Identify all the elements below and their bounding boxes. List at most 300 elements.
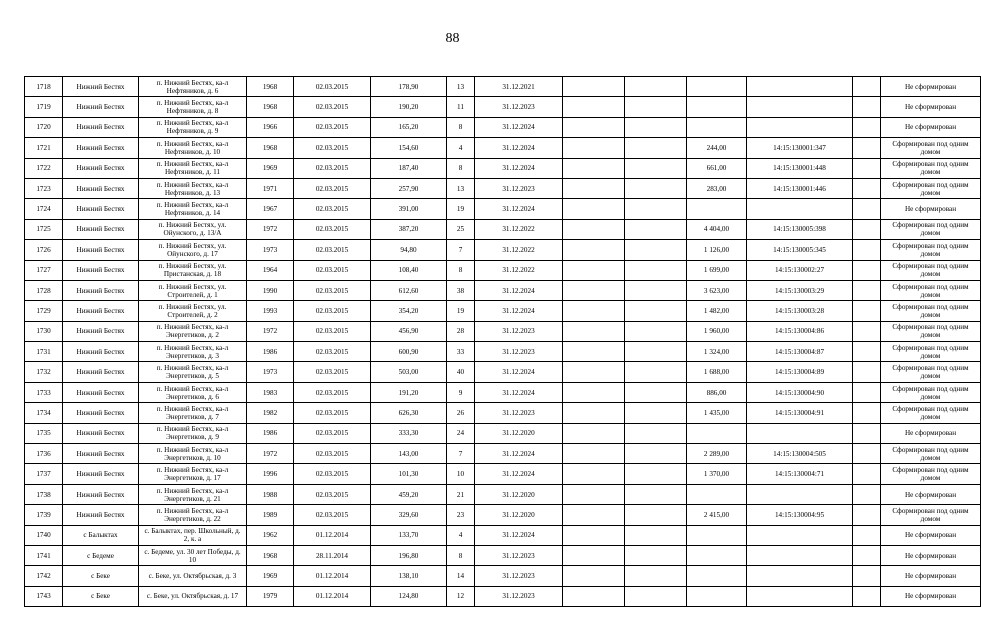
cell-empty	[625, 566, 687, 586]
cell-empty	[853, 545, 881, 565]
cell-count: 24	[447, 423, 475, 443]
cell-cadastral-number	[747, 97, 853, 117]
cell-year: 1962	[247, 525, 294, 545]
cell-status: Не сформирован	[881, 586, 981, 606]
cell-number: 1720	[25, 117, 63, 137]
cell-date: 02.03.2015	[294, 280, 371, 300]
cell-address: п. Нижний Бестях, ка-л Энергетиков, д. 7	[139, 403, 247, 423]
cell-number: 1718	[25, 77, 63, 97]
cell-land-area: 1 324,00	[687, 342, 747, 362]
cell-status: Сформирован под одним домом	[881, 382, 981, 402]
cell-cadastral-number: 14:15:130004:90	[747, 382, 853, 402]
cell-status: Не сформирован	[881, 484, 981, 504]
cell-count: 21	[447, 484, 475, 504]
cell-empty	[563, 403, 625, 423]
cell-count: 33	[447, 342, 475, 362]
cell-number: 1738	[25, 484, 63, 504]
cell-deadline: 31.12.2023	[475, 97, 563, 117]
cell-status: Сформирован под одним домом	[881, 280, 981, 300]
cell-number: 1740	[25, 525, 63, 545]
table-row	[25, 97, 981, 117]
cell-area: 612,60	[371, 280, 447, 300]
cell-empty	[563, 505, 625, 525]
cell-empty	[563, 260, 625, 280]
cell-cadastral-number: 14:15:130003:29	[747, 280, 853, 300]
cell-cadastral-number: 14:15:130004:87	[747, 342, 853, 362]
cell-year: 1964	[247, 260, 294, 280]
cell-settlement: с Беке	[63, 566, 139, 586]
cell-empty	[625, 505, 687, 525]
cell-status: Сформирован под одним домом	[881, 464, 981, 484]
cell-land-area: 661,00	[687, 158, 747, 178]
cell-deadline: 31.12.2023	[475, 321, 563, 341]
cell-count: 8	[447, 158, 475, 178]
cell-empty	[563, 342, 625, 362]
cell-count: 7	[447, 240, 475, 260]
cell-date: 02.03.2015	[294, 97, 371, 117]
cell-land-area: 2 289,00	[687, 444, 747, 464]
cell-empty	[853, 464, 881, 484]
cell-empty	[563, 525, 625, 545]
cell-address: п. Нижний Бестях, ка-л Нефтяников, д. 13	[139, 178, 247, 198]
cell-empty	[563, 382, 625, 402]
table-row	[25, 240, 981, 260]
cell-empty	[625, 199, 687, 219]
cell-count: 25	[447, 219, 475, 239]
cell-status: Не сформирован	[881, 566, 981, 586]
cell-status: Сформирован под одним домом	[881, 342, 981, 362]
cell-empty	[853, 321, 881, 341]
cell-land-area	[687, 423, 747, 443]
cell-land-area	[687, 199, 747, 219]
cell-address: п. Нижний Бестях, ка-л Энергетиков, д. 21	[139, 484, 247, 504]
cell-empty	[853, 199, 881, 219]
cell-land-area: 886,00	[687, 382, 747, 402]
table-row	[25, 505, 981, 525]
cell-date: 02.03.2015	[294, 77, 371, 97]
cell-count: 11	[447, 97, 475, 117]
cell-deadline: 31.12.2024	[475, 138, 563, 158]
cell-year: 1972	[247, 321, 294, 341]
cell-land-area	[687, 525, 747, 545]
cell-empty	[853, 77, 881, 97]
cell-status: Не сформирован	[881, 423, 981, 443]
cell-empty	[625, 178, 687, 198]
cell-cadastral-number: 14:15:130001:446	[747, 178, 853, 198]
cell-year: 1968	[247, 545, 294, 565]
cell-empty	[563, 545, 625, 565]
cell-number: 1732	[25, 362, 63, 382]
table-row	[25, 219, 981, 239]
cell-count: 4	[447, 525, 475, 545]
cell-cadastral-number	[747, 586, 853, 606]
cell-address: п. Нижний Бестях, ка-л Энергетиков, д. 2	[139, 321, 247, 341]
cell-cadastral-number	[747, 525, 853, 545]
page-number: 88	[445, 31, 460, 46]
cell-land-area	[687, 586, 747, 606]
cell-address: с. Беке, ул. Октябрьская, д. 3	[139, 566, 247, 586]
cell-deadline: 31.12.2023	[475, 342, 563, 362]
cell-status: Сформирован под одним домом	[881, 444, 981, 464]
cell-status: Сформирован под одним домом	[881, 301, 981, 321]
cell-empty	[625, 97, 687, 117]
cell-deadline: 31.12.2023	[475, 586, 563, 606]
cell-number: 1722	[25, 158, 63, 178]
cell-count: 40	[447, 362, 475, 382]
cell-area: 133,70	[371, 525, 447, 545]
cell-count: 4	[447, 138, 475, 158]
cell-status: Сформирован под одним домом	[881, 158, 981, 178]
cell-cadastral-number: 14:15:130001:347	[747, 138, 853, 158]
cell-empty	[563, 240, 625, 260]
cell-area: 124,80	[371, 586, 447, 606]
cell-empty	[563, 444, 625, 464]
cell-area: 138,10	[371, 566, 447, 586]
cell-empty	[563, 199, 625, 219]
cell-empty	[853, 301, 881, 321]
cell-year: 1969	[247, 158, 294, 178]
cell-deadline: 31.12.2024	[475, 444, 563, 464]
cell-cadastral-number: 14:15:130004:89	[747, 362, 853, 382]
cell-status: Сформирован под одним домом	[881, 505, 981, 525]
cell-empty	[625, 423, 687, 443]
cell-cadastral-number	[747, 545, 853, 565]
cell-deadline: 31.12.2024	[475, 362, 563, 382]
cell-area: 108,40	[371, 260, 447, 280]
cell-count: 12	[447, 586, 475, 606]
cell-number: 1742	[25, 566, 63, 586]
cell-cadastral-number: 14:15:130004:95	[747, 505, 853, 525]
cell-empty	[563, 362, 625, 382]
cell-deadline: 31.12.2022	[475, 240, 563, 260]
cell-empty	[563, 484, 625, 504]
cell-count: 26	[447, 403, 475, 423]
cell-date: 02.03.2015	[294, 342, 371, 362]
cell-settlement: Нижний Бестях	[63, 178, 139, 198]
cell-count: 8	[447, 117, 475, 137]
cell-number: 1728	[25, 280, 63, 300]
cell-number: 1726	[25, 240, 63, 260]
cell-cadastral-number: 14:15:130003:28	[747, 301, 853, 321]
cell-land-area: 1 435,00	[687, 403, 747, 423]
table-row	[25, 423, 981, 443]
cell-status: Не сформирован	[881, 199, 981, 219]
cell-empty	[853, 178, 881, 198]
cell-address: п. Нижний Бестях, ул. Ойунского, д. 17	[139, 240, 247, 260]
cell-year: 1972	[247, 219, 294, 239]
cell-settlement: Нижний Бестях	[63, 505, 139, 525]
cell-settlement: Нижний Бестях	[63, 77, 139, 97]
table-row	[25, 545, 981, 565]
cell-number: 1734	[25, 403, 63, 423]
cell-empty	[853, 342, 881, 362]
cell-land-area	[687, 77, 747, 97]
cell-address: п. Нижний Бестях, ка-л Нефтяников, д. 9	[139, 117, 247, 137]
cell-land-area	[687, 545, 747, 565]
cell-empty	[625, 77, 687, 97]
cell-address: с. Бедеме, ул. 30 лет Победы, д. 10	[139, 545, 247, 565]
cell-year: 1973	[247, 240, 294, 260]
cell-empty	[563, 321, 625, 341]
cell-empty	[563, 566, 625, 586]
cell-empty	[625, 342, 687, 362]
table-row	[25, 77, 981, 97]
cell-status: Не сформирован	[881, 97, 981, 117]
cell-area: 101,30	[371, 464, 447, 484]
cell-year: 1983	[247, 382, 294, 402]
cell-date: 02.03.2015	[294, 403, 371, 423]
cell-cadastral-number: 14:15:130004:505	[747, 444, 853, 464]
cell-status: Не сформирован	[881, 545, 981, 565]
cell-land-area: 244,00	[687, 138, 747, 158]
cell-count: 23	[447, 505, 475, 525]
cell-count: 9	[447, 382, 475, 402]
cell-count: 14	[447, 566, 475, 586]
cell-status: Не сформирован	[881, 117, 981, 137]
cell-settlement: Нижний Бестях	[63, 301, 139, 321]
cell-area: 196,80	[371, 545, 447, 565]
cell-date: 02.03.2015	[294, 219, 371, 239]
cell-empty	[625, 219, 687, 239]
cell-cadastral-number	[747, 77, 853, 97]
cell-empty	[625, 444, 687, 464]
table-row	[25, 444, 981, 464]
cell-date: 02.03.2015	[294, 178, 371, 198]
cell-deadline: 31.12.2020	[475, 423, 563, 443]
cell-deadline: 31.12.2020	[475, 484, 563, 504]
table-row	[25, 280, 981, 300]
cell-settlement: Нижний Бестях	[63, 362, 139, 382]
cell-area: 190,20	[371, 97, 447, 117]
cell-land-area: 1 688,00	[687, 362, 747, 382]
cell-empty	[853, 566, 881, 586]
cell-empty	[625, 240, 687, 260]
cell-deadline: 31.12.2024	[475, 301, 563, 321]
cell-status: Сформирован под одним домом	[881, 178, 981, 198]
cell-empty	[853, 403, 881, 423]
cell-number: 1739	[25, 505, 63, 525]
cell-empty	[563, 97, 625, 117]
cell-area: 154,60	[371, 138, 447, 158]
cell-year: 1996	[247, 464, 294, 484]
cell-land-area: 1 699,00	[687, 260, 747, 280]
cell-settlement: Нижний Бестях	[63, 117, 139, 137]
cell-deadline: 31.12.2022	[475, 219, 563, 239]
cell-status: Не сформирован	[881, 77, 981, 97]
cell-year: 1988	[247, 484, 294, 504]
cell-address: п. Нижний Бестях, ка-л Нефтяников, д. 6	[139, 77, 247, 97]
cell-area: 387,20	[371, 219, 447, 239]
cell-date: 02.03.2015	[294, 505, 371, 525]
cell-empty	[853, 484, 881, 504]
cell-land-area	[687, 97, 747, 117]
cell-date: 02.03.2015	[294, 423, 371, 443]
cell-empty	[563, 586, 625, 606]
cell-number: 1721	[25, 138, 63, 158]
cell-year: 1973	[247, 362, 294, 382]
table-row	[25, 403, 981, 423]
cell-deadline: 31.12.2024	[475, 280, 563, 300]
cell-year: 1989	[247, 505, 294, 525]
cell-number: 1743	[25, 586, 63, 606]
cell-area: 94,80	[371, 240, 447, 260]
cell-cadastral-number: 14:15:130004:91	[747, 403, 853, 423]
cell-settlement: с Беке	[63, 586, 139, 606]
cell-settlement: Нижний Бестях	[63, 260, 139, 280]
cell-number: 1741	[25, 545, 63, 565]
table-row	[25, 260, 981, 280]
cell-number: 1724	[25, 199, 63, 219]
cell-number: 1737	[25, 464, 63, 484]
cell-settlement: Нижний Бестях	[63, 280, 139, 300]
cell-year: 1968	[247, 77, 294, 97]
cell-empty	[625, 484, 687, 504]
cell-year: 1967	[247, 199, 294, 219]
cell-status: Сформирован под одним домом	[881, 138, 981, 158]
cell-settlement: Нижний Бестях	[63, 342, 139, 362]
cell-area: 456,90	[371, 321, 447, 341]
cell-number: 1731	[25, 342, 63, 362]
cell-date: 02.03.2015	[294, 240, 371, 260]
table-row	[25, 586, 981, 606]
cell-address: п. Нижний Бестях, ул. Строителей, д. 2	[139, 301, 247, 321]
cell-date: 02.03.2015	[294, 138, 371, 158]
cell-empty	[563, 117, 625, 137]
cell-date: 02.03.2015	[294, 362, 371, 382]
cell-status: Сформирован под одним домом	[881, 362, 981, 382]
cell-empty	[853, 260, 881, 280]
cell-year: 1986	[247, 342, 294, 362]
cell-number: 1725	[25, 219, 63, 239]
cell-empty	[853, 117, 881, 137]
table-row	[25, 464, 981, 484]
cell-address: п. Нижний Бестях, ка-л Энергетиков, д. 17	[139, 464, 247, 484]
cell-empty	[563, 138, 625, 158]
cell-date: 02.03.2015	[294, 321, 371, 341]
cell-date: 02.03.2015	[294, 260, 371, 280]
cell-land-area	[687, 566, 747, 586]
cell-date: 02.03.2015	[294, 117, 371, 137]
cell-settlement: Нижний Бестях	[63, 97, 139, 117]
cell-area: 459,20	[371, 484, 447, 504]
cell-settlement: Нижний Бестях	[63, 321, 139, 341]
cell-year: 1979	[247, 586, 294, 606]
cell-land-area: 283,00	[687, 178, 747, 198]
cell-status: Сформирован под одним домом	[881, 403, 981, 423]
cell-area: 143,00	[371, 444, 447, 464]
cell-empty	[563, 219, 625, 239]
cell-address: п. Нижний Бестях, ка-л Энергетиков, д. 5	[139, 362, 247, 382]
cell-number: 1719	[25, 97, 63, 117]
cell-year: 1990	[247, 280, 294, 300]
table-row	[25, 178, 981, 198]
cell-settlement: Нижний Бестях	[63, 464, 139, 484]
registry-body	[25, 77, 981, 607]
cell-empty	[625, 362, 687, 382]
cell-area: 333,30	[371, 423, 447, 443]
cell-area: 187,40	[371, 158, 447, 178]
cell-status: Сформирован под одним домом	[881, 219, 981, 239]
cell-cadastral-number: 14:15:130005:345	[747, 240, 853, 260]
cell-number: 1727	[25, 260, 63, 280]
cell-land-area: 1 482,00	[687, 301, 747, 321]
cell-cadastral-number: 14:15:130001:448	[747, 158, 853, 178]
cell-count: 8	[447, 260, 475, 280]
table-row	[25, 362, 981, 382]
cell-address: п. Нижний Бестях, ка-л Энергетиков, д. 9	[139, 423, 247, 443]
cell-empty	[625, 403, 687, 423]
cell-empty	[625, 464, 687, 484]
cell-empty	[625, 525, 687, 545]
cell-status: Сформирован под одним домом	[881, 321, 981, 341]
cell-cadastral-number: 14:15:130005:398	[747, 219, 853, 239]
cell-count: 28	[447, 321, 475, 341]
cell-deadline: 31.12.2023	[475, 178, 563, 198]
cell-settlement: Нижний Бестях	[63, 382, 139, 402]
cell-empty	[853, 525, 881, 545]
cell-cadastral-number	[747, 199, 853, 219]
cell-date: 02.03.2015	[294, 382, 371, 402]
cell-empty	[563, 301, 625, 321]
cell-address: п. Нижний Бестях, ка-л Энергетиков, д. 6	[139, 382, 247, 402]
cell-deadline: 31.12.2024	[475, 464, 563, 484]
cell-address: п. Нижний Бестях, ка-л Нефтяников, д. 8	[139, 97, 247, 117]
cell-year: 1968	[247, 138, 294, 158]
cell-settlement: Нижний Бестях	[63, 423, 139, 443]
cell-empty	[563, 280, 625, 300]
cell-settlement: Нижний Бестях	[63, 444, 139, 464]
cell-address: п. Нижний Бестях, ка-л Нефтяников, д. 14	[139, 199, 247, 219]
cell-cadastral-number: 14:15:130004:71	[747, 464, 853, 484]
table-row	[25, 138, 981, 158]
cell-deadline: 31.12.2024	[475, 158, 563, 178]
cell-deadline: 31.12.2023	[475, 545, 563, 565]
cell-address: п. Нижний Бестях, ка-л Нефтяников, д. 11	[139, 158, 247, 178]
table-row	[25, 382, 981, 402]
cell-deadline: 31.12.2023	[475, 403, 563, 423]
cell-address: п. Нижний Бестях, ка-л Нефтяников, д. 10	[139, 138, 247, 158]
cell-year: 1966	[247, 117, 294, 137]
cell-empty	[563, 158, 625, 178]
cell-deadline: 31.12.2024	[475, 117, 563, 137]
cell-number: 1730	[25, 321, 63, 341]
cell-settlement: Нижний Бестях	[63, 199, 139, 219]
cell-area: 600,90	[371, 342, 447, 362]
cell-year: 1982	[247, 403, 294, 423]
cell-address: с. Беке, ул. Октябрьская, д. 17	[139, 586, 247, 606]
cell-date: 01.12.2014	[294, 566, 371, 586]
cell-empty	[853, 219, 881, 239]
housing-registry-table	[24, 76, 981, 607]
cell-count: 7	[447, 444, 475, 464]
cell-cadastral-number: 14:15:130004:86	[747, 321, 853, 341]
cell-deadline: 31.12.2020	[475, 505, 563, 525]
cell-empty	[853, 280, 881, 300]
cell-date: 01.12.2014	[294, 586, 371, 606]
table-row	[25, 199, 981, 219]
cell-count: 10	[447, 464, 475, 484]
cell-area: 165,20	[371, 117, 447, 137]
cell-settlement: Нижний Бестях	[63, 403, 139, 423]
cell-date: 01.12.2014	[294, 525, 371, 545]
cell-land-area: 4 404,00	[687, 219, 747, 239]
cell-count: 8	[447, 545, 475, 565]
cell-settlement: с Бедеме	[63, 545, 139, 565]
cell-empty	[853, 505, 881, 525]
cell-area: 329,60	[371, 505, 447, 525]
cell-empty	[563, 77, 625, 97]
cell-number: 1735	[25, 423, 63, 443]
